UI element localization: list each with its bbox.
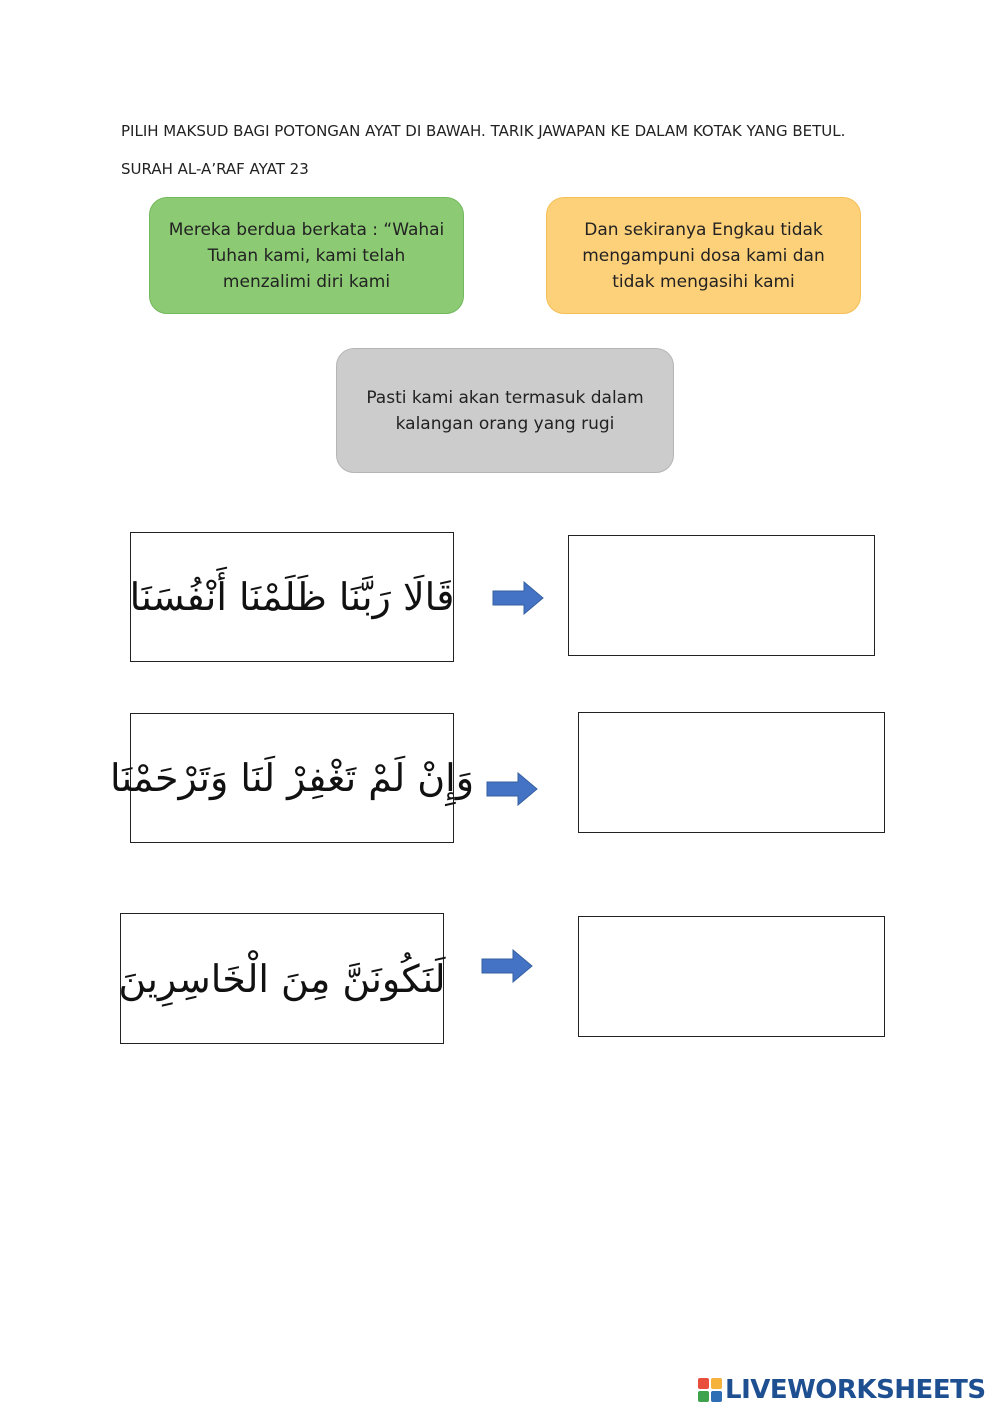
brand-watermark	[698, 1375, 986, 1405]
liveworksheets-logo-icon	[698, 1378, 722, 1402]
answer-card-3[interactable]: Pasti kami akan termasuk dalam kalangan orang yang rugi	[336, 348, 674, 473]
verse-box-2: وَإِنْ لَمْ تَغْفِرْ لَنَا وَتَرْحَمْنَا	[130, 713, 454, 843]
arrow-right-icon	[481, 949, 533, 983]
surah-title: SURAH AL-A’RAF AYAT 23	[121, 160, 309, 178]
verse-box-3: لَنَكُونَنَّ مِنَ الْخَاسِرِينَ	[120, 913, 444, 1044]
answer-drop-box-3[interactable]	[578, 916, 885, 1037]
answer-drop-box-1[interactable]	[568, 535, 875, 656]
answer-drop-box-2[interactable]	[578, 712, 885, 833]
brand-text: LIVEWORKSHEETS	[725, 1375, 986, 1405]
arrow-right-icon	[492, 581, 544, 615]
verse-box-1: قَالَا رَبَّنَا ظَلَمْنَا أَنْفُسَنَا	[130, 532, 454, 662]
instruction-text: PILIH MAKSUD BAGI POTONGAN AYAT DI BAWAH. TARIK JAWAPAN KE DALAM KOTAK YANG BETUL.	[121, 122, 846, 140]
arrow-right-icon	[486, 772, 538, 806]
answer-card-2[interactable]: Dan sekiranya Engkau tidak mengampuni dosa kami dan tidak mengasihi kami	[546, 197, 861, 314]
answer-card-1[interactable]: Mereka berdua berkata : “Wahai Tuhan kami, kami telah menzalimi diri kami	[149, 197, 464, 314]
